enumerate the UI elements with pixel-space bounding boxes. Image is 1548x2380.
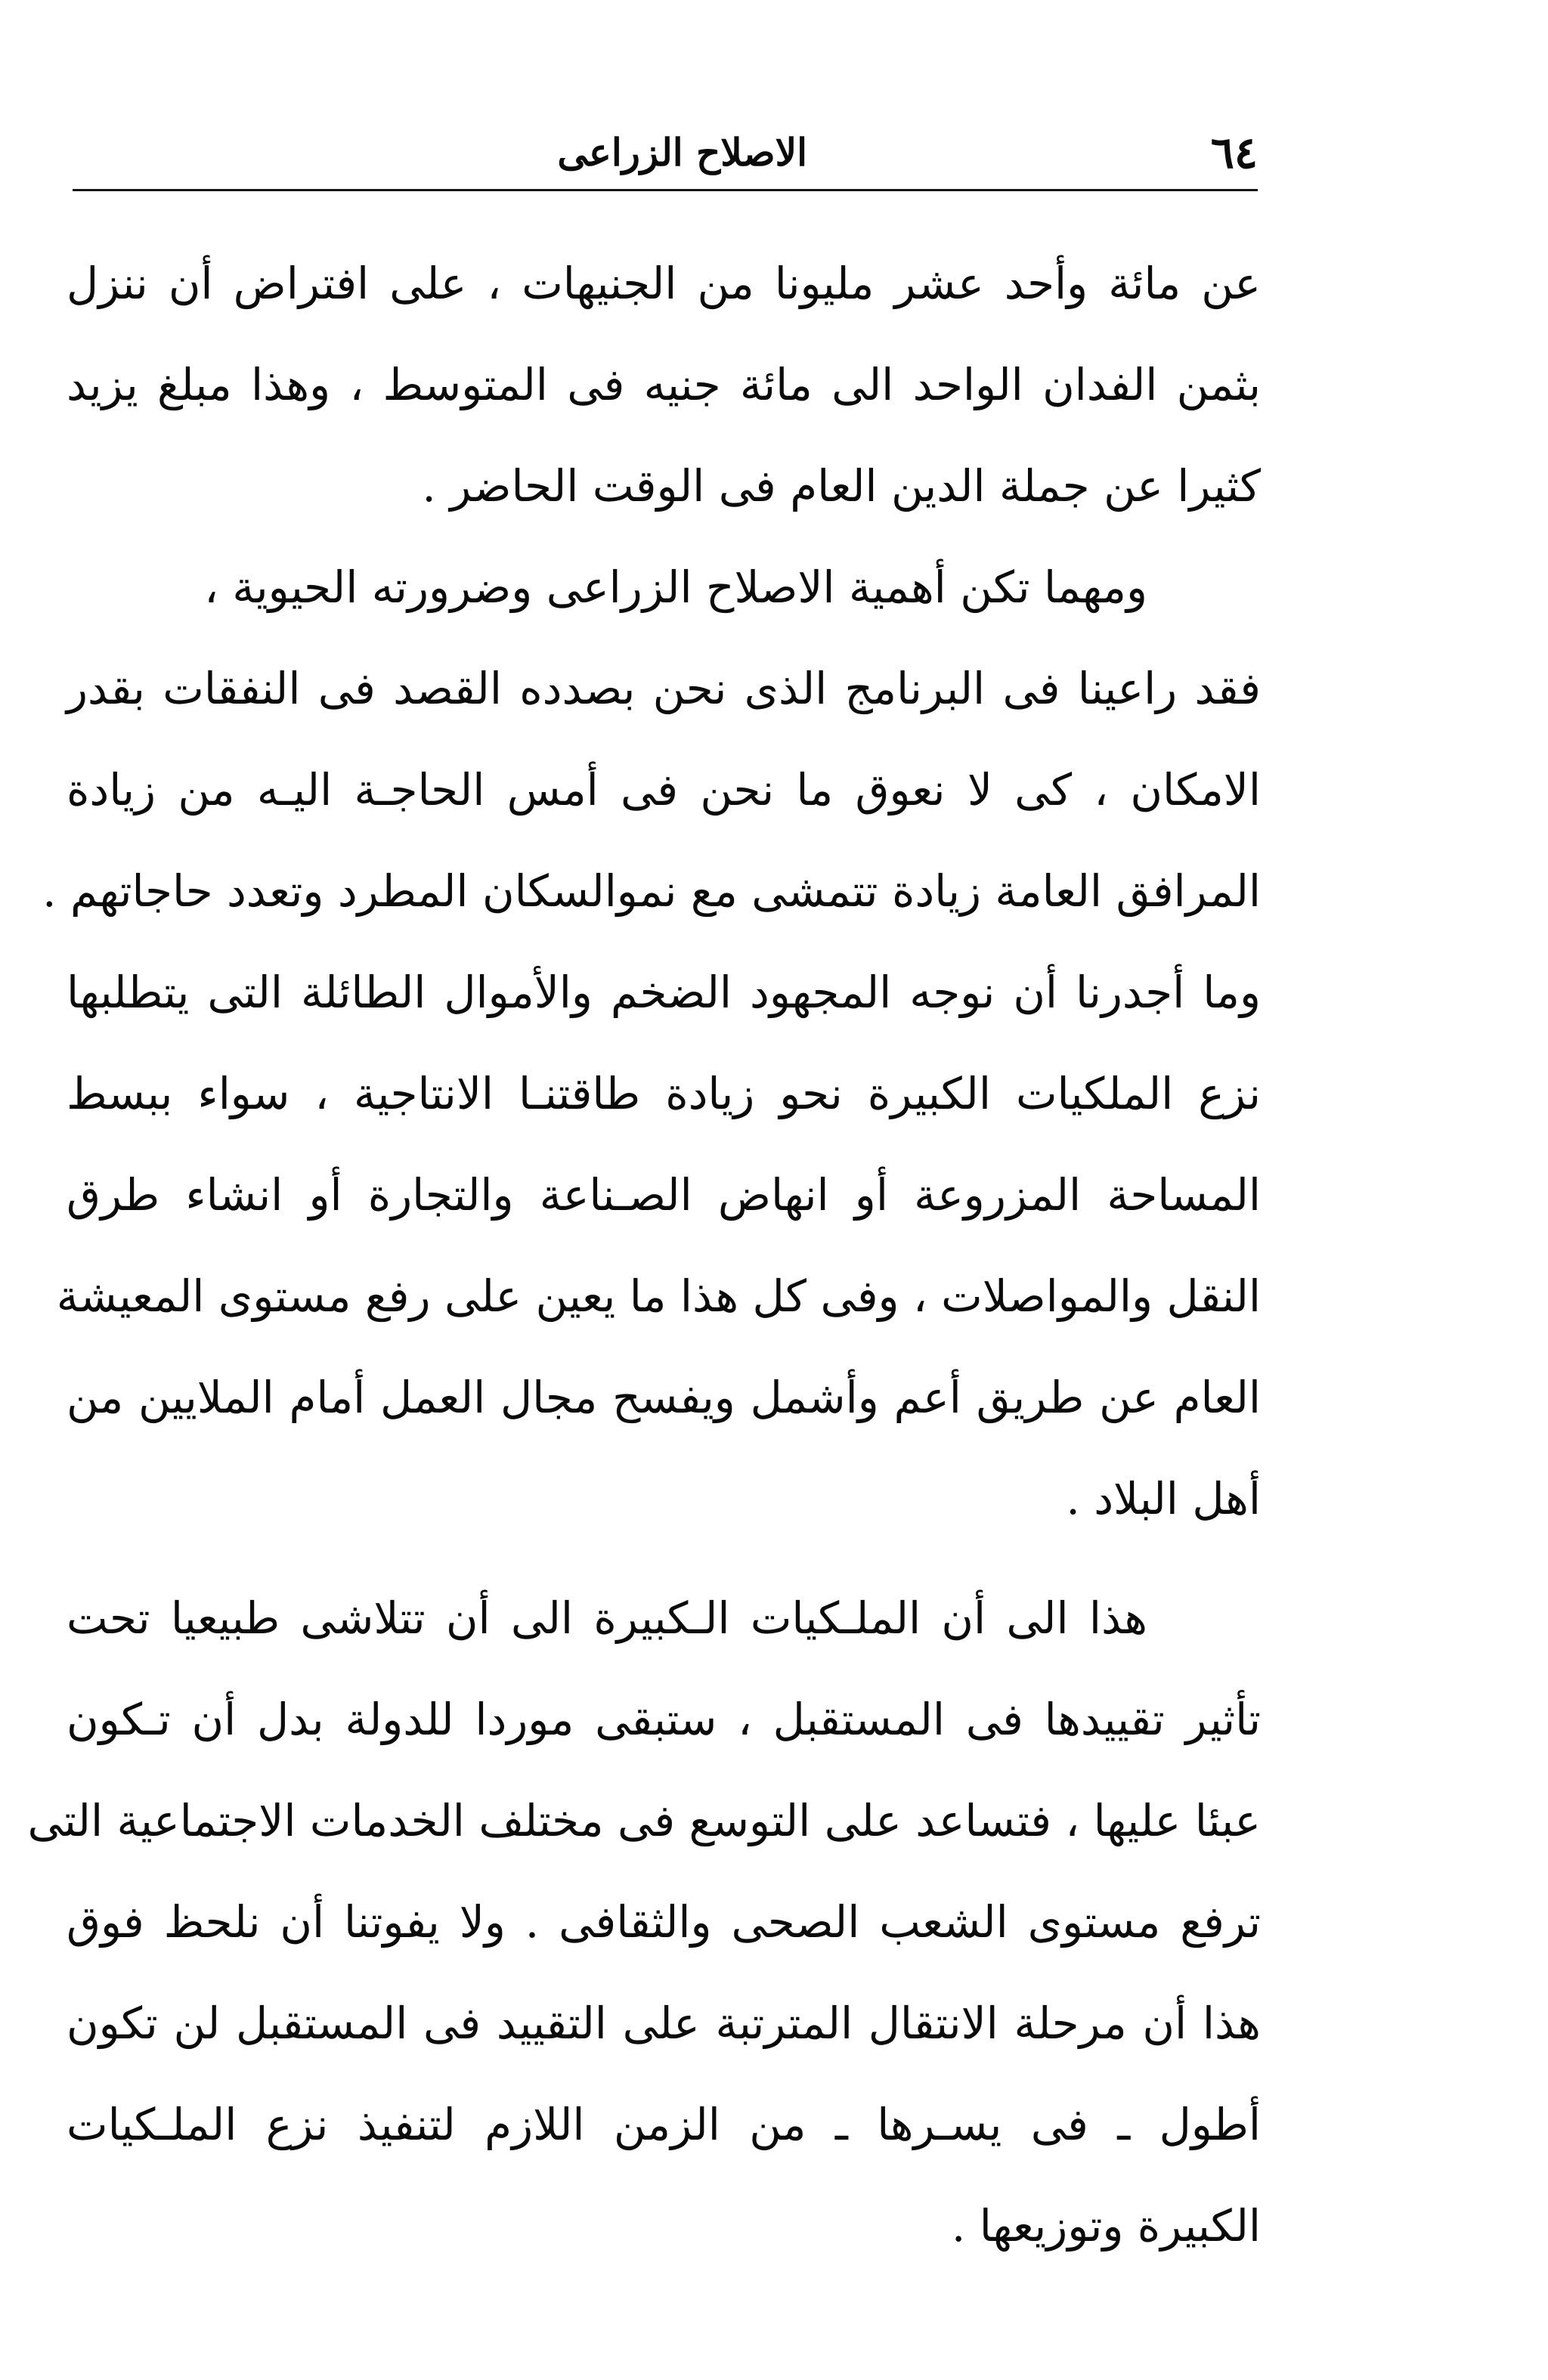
text-line: هذا الى أن الملـكيات الـكبيرة الى أن تتلاشى طبيعيا تحت	[67, 1592, 1147, 1644]
paragraph-gap	[67, 1549, 1261, 1568]
text-line: أهل البلاد .	[1066, 1473, 1261, 1524]
text-line: النقل والمواصلات ، وفى كل هذا ما يعين على رفع مستوى المعيشة	[56, 1270, 1261, 1322]
text-line: كثيرا عن جملة الدين العام فى الوقت الحاضر .	[422, 460, 1261, 512]
header-rule	[73, 189, 1258, 191]
text-line: الامكان ، كى لا نعوق ما نحن فى أمس الحاجـة اليـه من زيادة	[67, 764, 1261, 816]
text-line: عبئا عليها ، فتساعد على التوسع فى مختلف الخدمات الاجتماعية التى	[27, 1795, 1261, 1846]
text-line: المرافق العامة زيادة تتمشى مع نموالسكان المطرد وتعدد حاجاتهم .	[42, 865, 1261, 917]
text-line: هذا أن مرحلة الانتقال المترتبة على التقييد فى المستقبل لن تكون	[67, 1998, 1261, 2049]
text-line: نزع الملكيات الكبيرة نحو زيادة طاقتنـا الانتاجية ، سواء ببسط	[67, 1068, 1262, 1119]
text-line: ومهما تكن أهمية الاصلاح الزراعى وضرورته الحيوية ،	[204, 562, 1147, 613]
text-line: ترفع مستوى الشعب الصحى والثقافى . ولا يفوتنا أن نلحظ فوق	[67, 1896, 1261, 1948]
text-line: وما أجدرنا أن نوجه المجهود الضخم والأموال الطائلة التى يتطلبها	[67, 967, 1261, 1018]
page-number: ٦٤	[1210, 127, 1258, 178]
text-line: الكبيرة وتوزيعها .	[951, 2200, 1261, 2252]
paragraph-1	[67, 233, 1261, 537]
page-header	[73, 113, 1258, 197]
body-text	[27, 233, 1262, 2276]
text-line: العام عن طريق أعم وأشمل ويفسح مجال العمل أمام الملايين من	[67, 1372, 1261, 1423]
text-line: فقد راعينا فى البرنامج الذى نحن بصدده القصد فى النفقات بقدر	[67, 663, 1261, 714]
text-line: المساحة المزروعة أو انهاض الصـناعة والتجارة أو انشاء طرق	[67, 1169, 1261, 1221]
paragraph-2	[42, 537, 1262, 1549]
text-line: عن مائة وأحد عشر مليونا من الجنيهات ، على افتراض أن ننزل	[67, 258, 1261, 309]
text-line: أطول ـ فى يسـرها ـ من الزمن اللازم لتنفيذ نزع الملـكيات	[67, 2099, 1261, 2150]
running-head: الاصلاح الزراعى	[557, 130, 807, 175]
text-line: تأثير تقييدها فى المستقبل ، ستبقى موردا للدولة بدل أن تـكون	[67, 1694, 1261, 1745]
paragraph-3	[27, 1568, 1261, 2276]
text-line: بثمن الفدان الواحد الى مائة جنيه فى المتوسط ، وهذا مبلغ يزيد	[67, 359, 1261, 410]
